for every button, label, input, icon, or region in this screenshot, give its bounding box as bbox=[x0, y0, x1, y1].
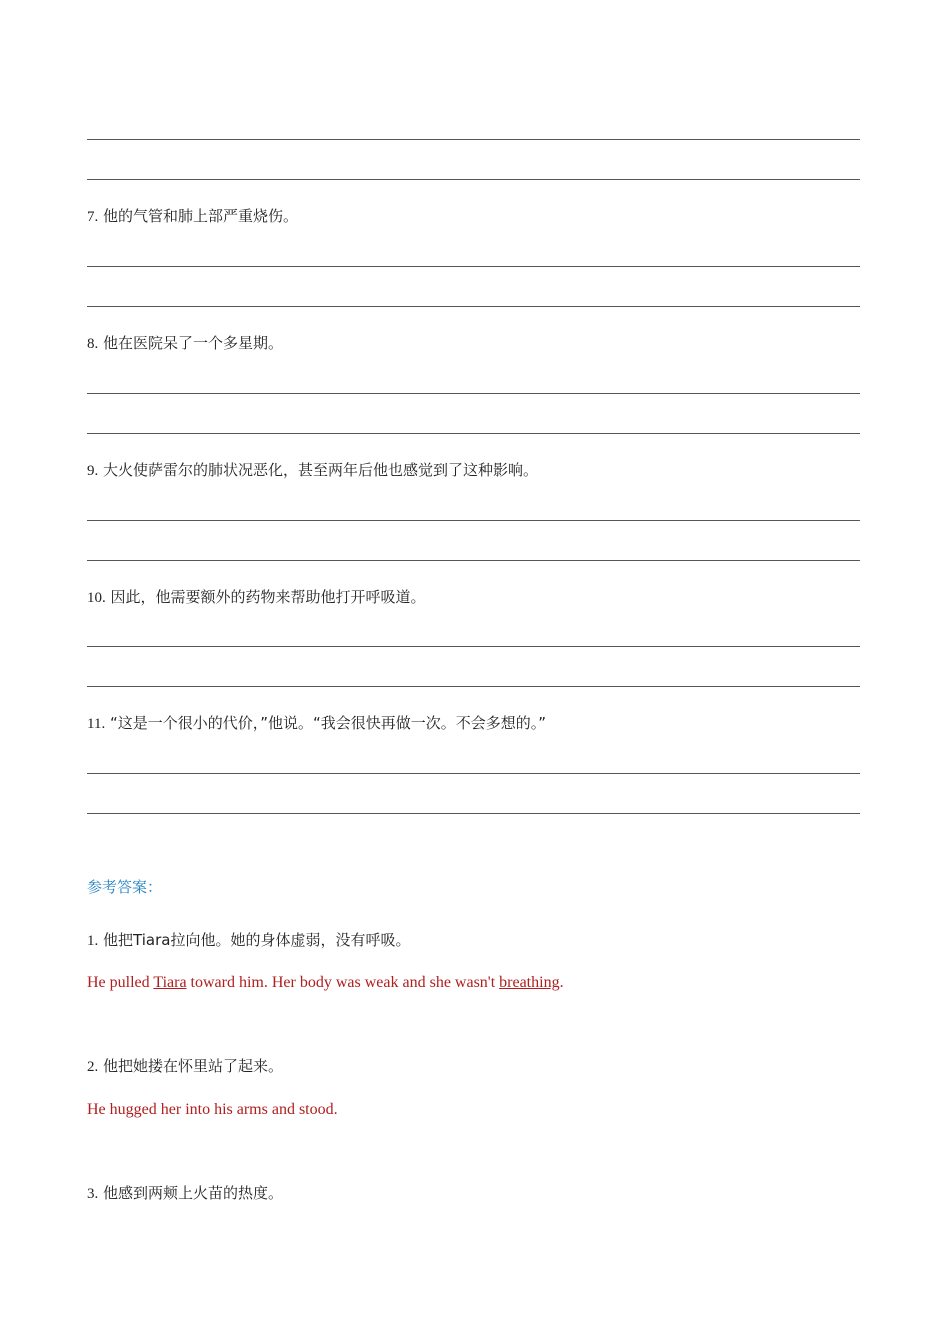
answer-line[interactable] bbox=[87, 306, 860, 307]
answer-english-1 bbox=[87, 973, 564, 993]
answer-line[interactable] bbox=[87, 179, 860, 180]
english-text: toward him. Her body was weak and she wasn't bbox=[186, 974, 500, 991]
exercise-text: 他在医院呆了一个多星期。 bbox=[103, 334, 284, 352]
answers-heading: 参考答案： bbox=[87, 878, 163, 896]
answer-line[interactable] bbox=[87, 139, 860, 140]
answer-line[interactable] bbox=[87, 773, 860, 774]
underlined-word: Tiara bbox=[153, 974, 187, 991]
answer-item-1 bbox=[87, 930, 410, 951]
exercise-item-10 bbox=[87, 587, 426, 608]
exercise-number: 9. bbox=[87, 463, 99, 479]
answer-number: 2. bbox=[87, 1059, 99, 1075]
exercise-number: 11. bbox=[87, 716, 106, 732]
exercise-text: 他的气管和肺上部严重烧伤。 bbox=[103, 207, 299, 225]
exercise-number: 7. bbox=[87, 209, 99, 225]
answer-english-2 bbox=[87, 1100, 338, 1120]
answer-item-2 bbox=[87, 1056, 283, 1077]
answer-line[interactable] bbox=[87, 560, 860, 561]
underlined-word: breathing bbox=[499, 974, 560, 991]
english-text: He pulled bbox=[87, 974, 154, 991]
answer-chinese: 他把Tiara拉向他。她的身体虚弱，没有呼吸。 bbox=[103, 931, 411, 949]
answer-item-3 bbox=[87, 1183, 283, 1204]
answer-number: 3. bbox=[87, 1186, 99, 1202]
exercise-item-9 bbox=[87, 460, 538, 481]
answer-chinese: 他把她搂在怀里站了起来。 bbox=[103, 1057, 284, 1075]
exercise-number: 8. bbox=[87, 336, 99, 352]
answer-number: 1. bbox=[87, 933, 99, 949]
exercise-number: 10. bbox=[87, 590, 106, 606]
answer-line[interactable] bbox=[87, 266, 860, 267]
answer-chinese: 他感到两颊上火苗的热度。 bbox=[103, 1184, 284, 1202]
exercise-item-11 bbox=[87, 713, 546, 734]
exercise-text: 大火使萨雷尔的肺状况恶化，甚至两年后他也感觉到了这种影响。 bbox=[103, 461, 539, 479]
answer-line[interactable] bbox=[87, 813, 860, 814]
exercise-item-8 bbox=[87, 333, 283, 354]
exercise-text: 因此，他需要额外的药物来帮助他打开呼吸道。 bbox=[110, 588, 426, 606]
answer-line[interactable] bbox=[87, 520, 860, 521]
exercise-item-7 bbox=[87, 206, 298, 227]
english-text: . bbox=[559, 974, 564, 991]
exercise-text: “这是一个很小的代价，”他说。“我会很快再做一次。不会多想的。” bbox=[109, 714, 547, 732]
english-text: He hugged her into his arms and stood. bbox=[87, 1101, 338, 1118]
answer-line[interactable] bbox=[87, 646, 860, 647]
answer-line[interactable] bbox=[87, 393, 860, 394]
answer-line[interactable] bbox=[87, 686, 860, 687]
answer-line[interactable] bbox=[87, 433, 860, 434]
